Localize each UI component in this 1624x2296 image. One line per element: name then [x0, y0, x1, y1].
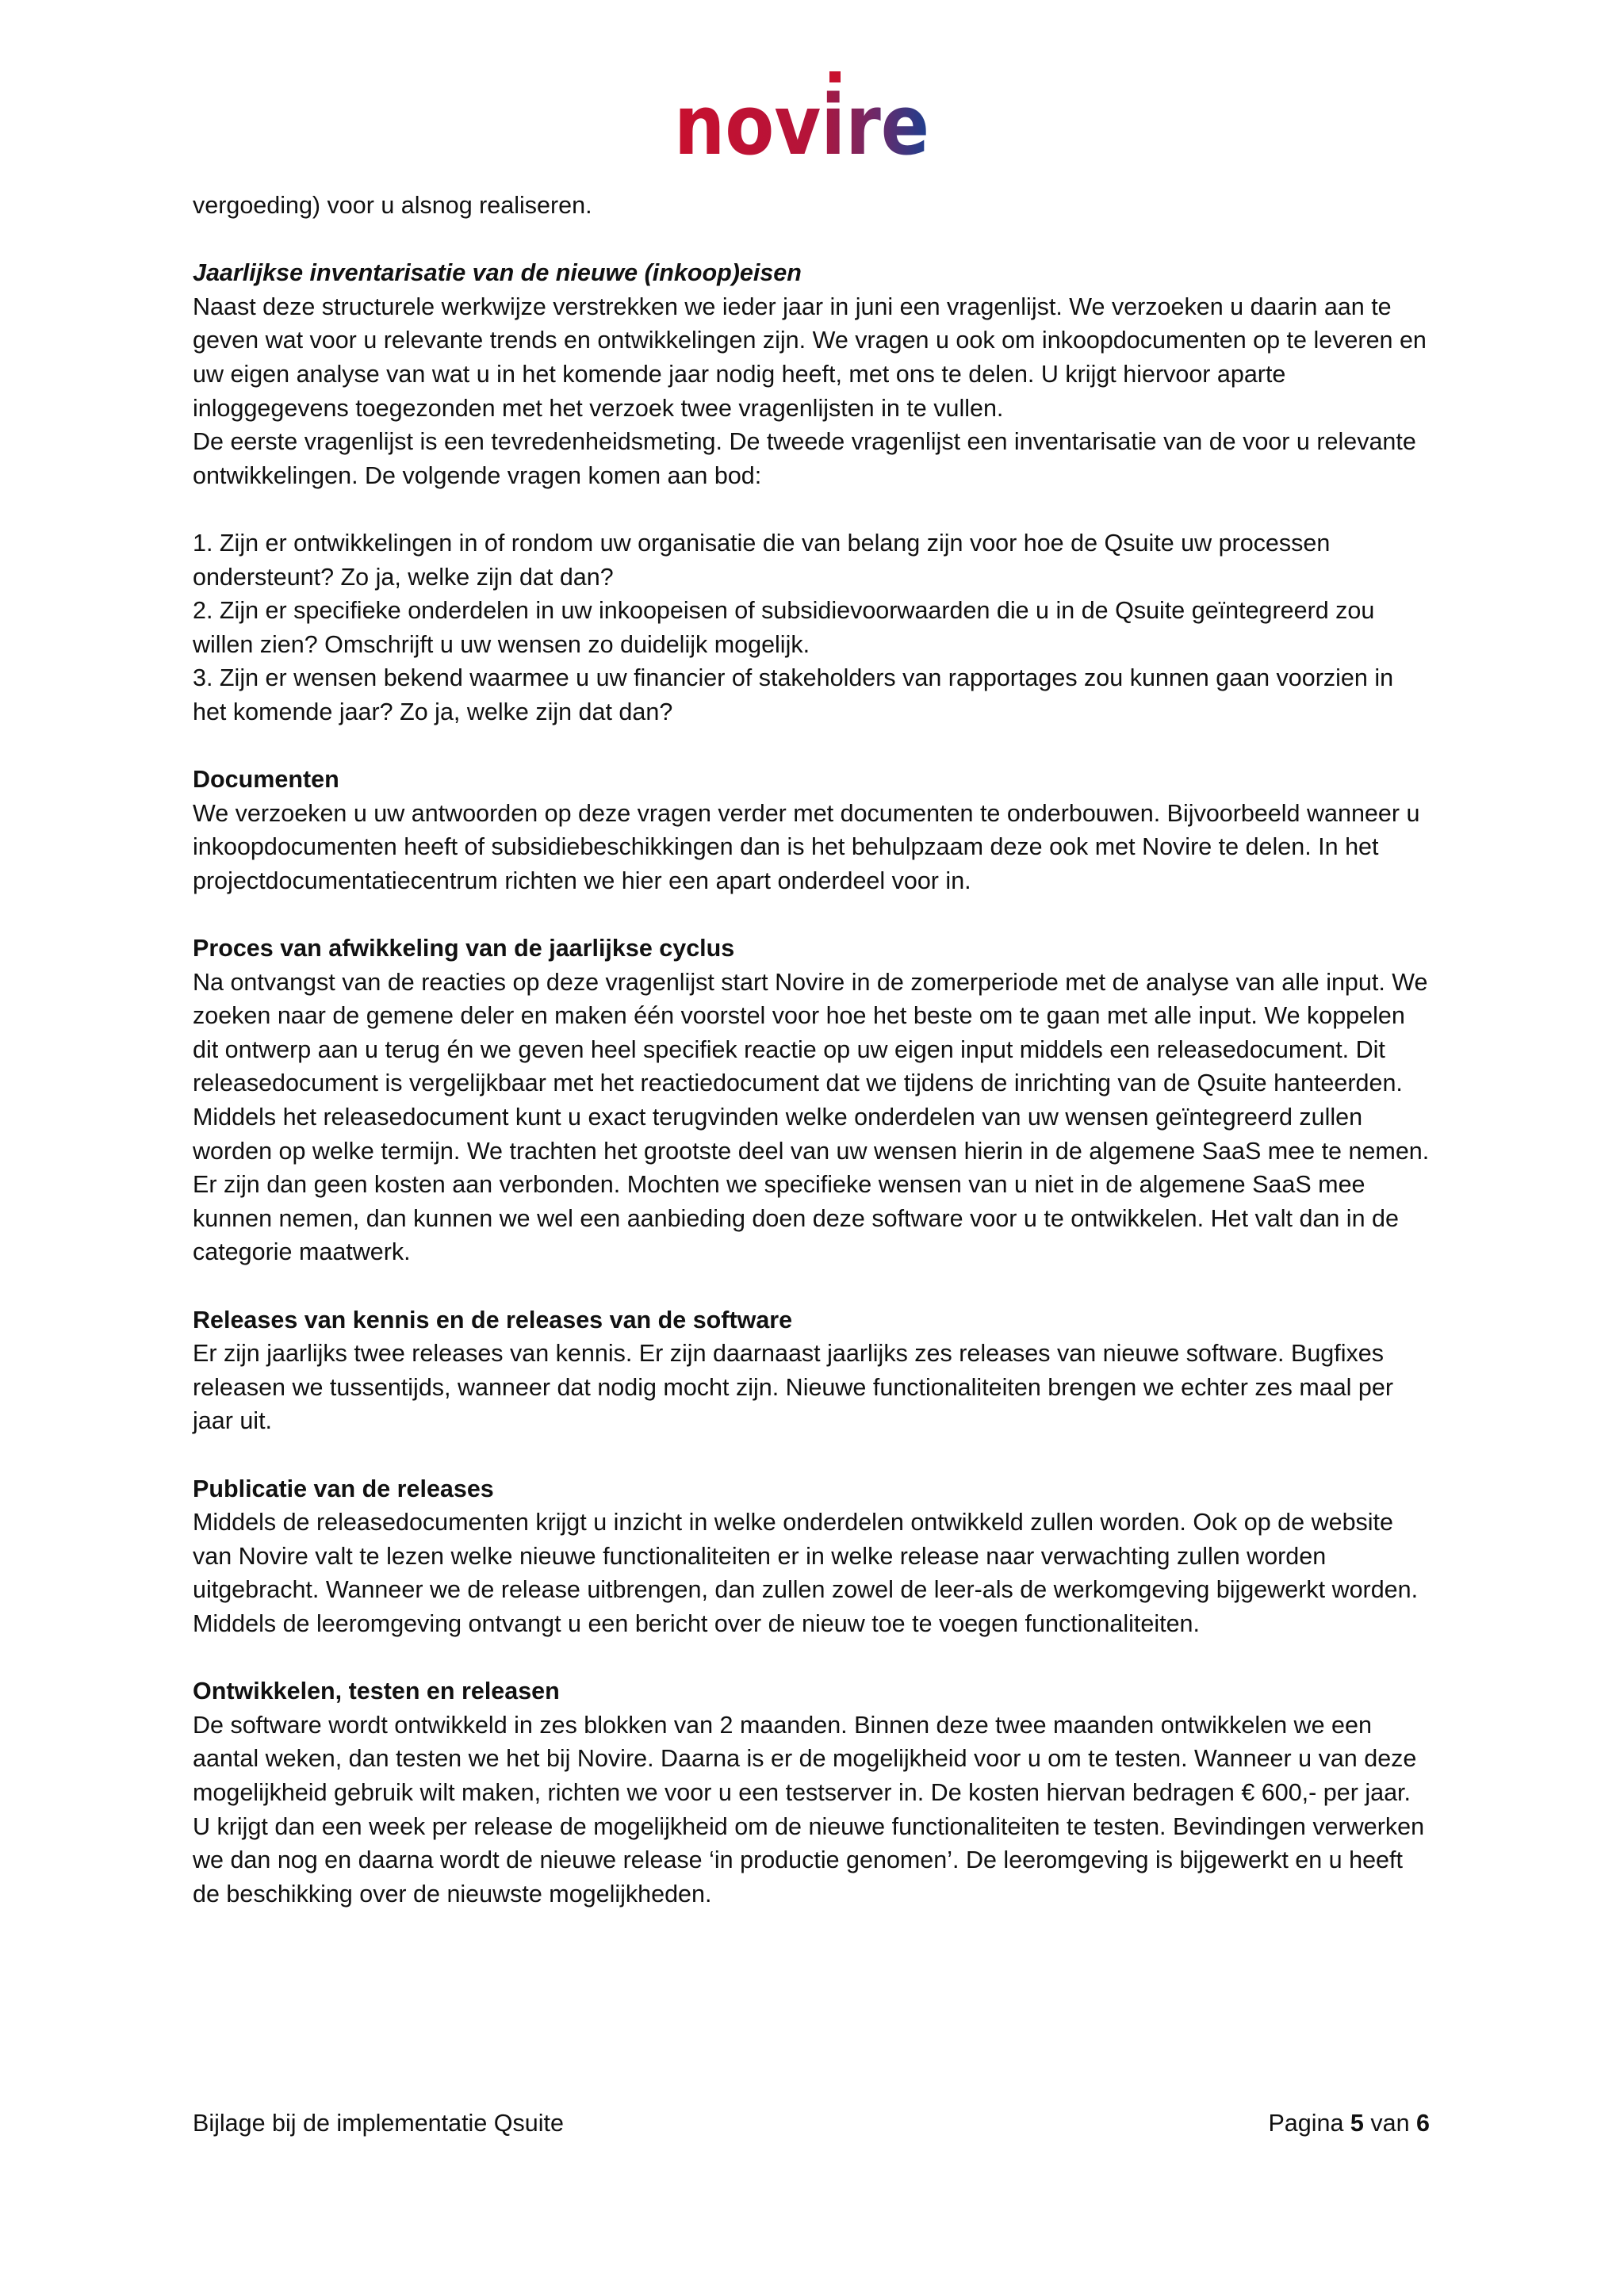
- current-page: 5: [1350, 2110, 1364, 2137]
- question-3: 3. Zijn er wensen bekend waarmee u uw financier of stakeholders van rapportages zou kunnen gaan voorzien in het komende jaar? Zo ja, welke zijn dat dan?: [193, 664, 1394, 725]
- paragraph: Middels de releasedocumenten krijgt u inzicht in welke onderdelen ontwikkeld zullen worden. Ook op de website van Novire valt te lezen welke nieuwe functionaliteiten er in welke release naar verwachting zullen worden uitgebracht. Wanneer we de release uitbrengen, dan zullen zowel de leer-als de werkomgeving bijgewerkt worden. Middels de leeromgeving ontvangt u een bericht over de nieuw toe te voegen functionaliteiten.: [193, 1509, 1419, 1637]
- heading-jaarlijkse: Jaarlijkse inventarisatie van de nieuwe (inkoop)eisen: [193, 259, 802, 287]
- document-body: [193, 189, 1430, 1911]
- intro-text: vergoeding) voor u alsnog realiseren.: [193, 192, 592, 219]
- of-word: van: [1370, 2110, 1410, 2137]
- page-number: [1268, 2107, 1430, 2140]
- total-pages: 6: [1416, 2110, 1430, 2137]
- paragraph: De eerste vragenlijst is een tevredenheidsmeting. De tweede vragenlijst een inventarisatie van de voor u relevante ontwikkelingen. De volgende vragen komen aan bod:: [193, 428, 1416, 489]
- paragraph: Middels het releasedocument kunt u exact terugvinden welke onderdelen van uw wensen geïntegreerd zullen worden op welke termijn. We trachten het grootste deel van uw wensen hierin in de algemene SaaS mee te nemen. Er zijn dan geen kosten aan verbonden. Mochten we specifieke wensen van u niet in de algemene SaaS mee kunnen nemen, dan kunnen we wel een aanbieding doen deze software voor u te ontwikkelen. Het valt dan in de categorie maatwerk.: [193, 1104, 1430, 1266]
- heading-documenten: Documenten: [193, 766, 339, 794]
- paragraph: Na ontvangst van de reacties op deze vragenlijst start Novire in de zomerperiode met de analyse van alle input. We zoeken naar de gemene deler en maken één voorstel voor hoe het beste om te gaan met alle input. We koppelen dit ontwerp aan u terug én we geven heel specifiek reactie op uw eigen input middels een releasedocument. Dit releasedocument is vergelijkbaar met het reactiedocument dat we tijdens de inrichting van de Qsuite hanteerden.: [193, 968, 1428, 1097]
- novire-logo: [671, 65, 933, 174]
- question-1: 1. Zijn er ontwikkelingen in of rondom uw organisatie die van belang zijn voor hoe de Qsuite uw processen ondersteunt? Zo ja, welke zijn dat dan?: [193, 529, 1331, 591]
- page-footer: [193, 2107, 1430, 2140]
- paragraph: We verzoeken u uw antwoorden op deze vragen verder met documenten te onderbouwen. Bijvoorbeeld wanneer u inkoopdocumenten heeft of subsidiebeschikkingen dan is het behulpzaam deze ook met Novire te delen. In het projectdocumentatiecentrum richten we hier een apart onderdeel voor in.: [193, 799, 1420, 894]
- heading-ontwikkelen: Ontwikkelen, testen en releasen: [193, 1678, 560, 1705]
- paragraph: Naast deze structurele werkwijze verstrekken we ieder jaar in juni een vragenlijst. We verzoeken u daarin aan te geven wat voor u relevante trends en ontwikkelingen zijn. We vragen u ook om inkoopdocumenten op te leveren en uw eigen analyse van wat u in het komende jaar nodig heeft, met ons te delen. U krijgt hiervoor aparte inloggegevens toegezonden met het verzoek twee vragenlijsten in te vullen.: [193, 293, 1427, 422]
- paragraph: Er zijn jaarlijks twee releases van kennis. Er zijn daarnaast jaarlijks zes releases van nieuwe software. Bugfixes releasen we tussentijds, wanneer dat nodig mocht zijn. Nieuwe functionaliteiten brengen we echter zes maal per jaar uit.: [193, 1340, 1393, 1435]
- footer-title: Bijlage bij de implementatie Qsuite: [193, 2110, 564, 2137]
- svg-text:novire: novire: [674, 77, 929, 174]
- heading-releases: Releases van kennis en de releases van de software: [193, 1306, 793, 1334]
- heading-proces: Proces van afwikkeling van de jaarlijkse cyclus: [193, 935, 735, 962]
- page-word: Pagina: [1268, 2110, 1344, 2137]
- question-2: 2. Zijn er specifieke onderdelen in uw inkoopeisen of subsidievoorwaarden die u in de Qsuite geïntegreerd zou willen zien? Omschrijft u uw wensen zo duidelijk mogelijk.: [193, 597, 1375, 658]
- heading-publicatie: Publicatie van de releases: [193, 1475, 494, 1502]
- paragraph: De software wordt ontwikkeld in zes blokken van 2 maanden. Binnen deze twee maanden ontwikkelen we een aantal weken, dan testen we het bij Novire. Daarna is er de mogelijkheid voor u om te testen. Wanneer u van deze mogelijkheid gebruik wilt maken, richten we voor u een testserver in. De kosten hiervan bedragen € 600,- per jaar. U krijgt dan een week per release de mogelijkheid om de nieuwe functionaliteiten te testen. Bevindingen verwerken we dan nog en daarna wordt de nieuwe release ‘in productie genomen’. De leeromgeving is bijgewerkt en u heeft de beschikking over de nieuwste mogelijkheden.: [193, 1711, 1425, 1908]
